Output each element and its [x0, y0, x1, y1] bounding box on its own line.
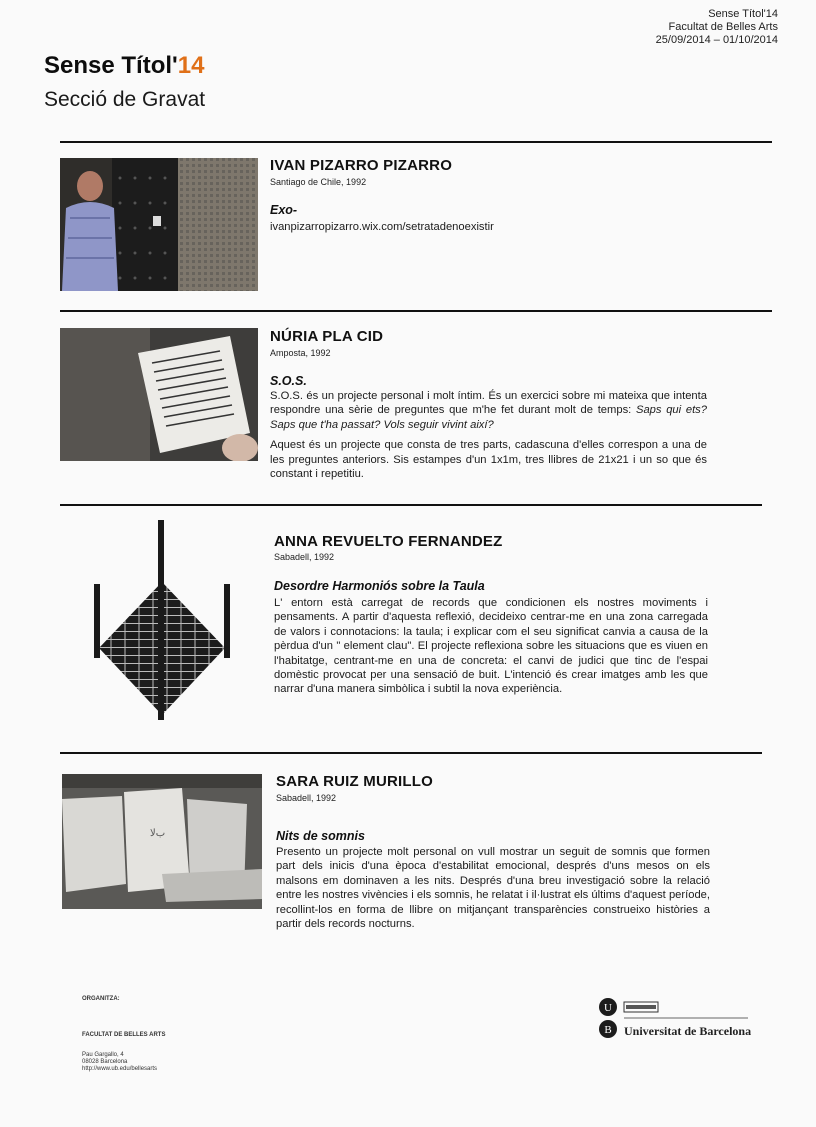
organizer-website: http://www.ub.edu/bellesarts [82, 1066, 158, 1072]
artist-website: ivanpizarropizarro.wix.com/setratadenoexistir [270, 221, 494, 233]
artist-description: L' entorn està carregat de records que condicionen els nostres moviments i pensaments. A partir d'aquesta reflexió, decideixo centrar-me en una zona carregada de valors i connotacions: la taula; i explicar com el seu significat canvia a causa de la pèrdua d'un " element clau". El projecte reflexiona sobre les situacions que es viuen en l'habitatge, centrant-me en una de concreta: el canvi de judici que tinc de l'espai domèstic provocat per una sensació de buit. L'intenció és crear imatges amb les que narrar d'una manera simbòlica i subtil la nova experiència. [274, 597, 708, 696]
logo-letter-u: U [604, 1002, 612, 1014]
organizer-faculty: FACULTAT DE BELLES ARTS [82, 1032, 166, 1038]
artist-origin: Sabadell, 1992 [274, 552, 335, 562]
event-dates: 25/09/2014 – 01/10/2014 [655, 34, 778, 46]
svg-text:ﺏﻻ: ﺏﻻ [150, 828, 166, 839]
logo-letter-b: B [604, 1024, 612, 1036]
organizer-label: ORGANITZA: [82, 996, 120, 1002]
work-title: Desordre Harmoniós sobre la Taula [274, 579, 485, 593]
page-title [44, 52, 204, 80]
artist-origin: Sabadell, 1992 [276, 793, 337, 803]
address-city: 08028 Barcelona [82, 1059, 128, 1065]
event-info [656, 8, 778, 47]
artist-description [270, 389, 707, 481]
artist-description: Presento un projecte molt personal on vull mostrar un seguit de somnis que formen part dels inicis d'una època d'estabilitat emocional, després d'uns mesos on els malsons em dominaven a les nits. Després d'una breu investigació sobre la relació entre les nostres vivències i els somnis, he relatat i il·lustrat els últims d'aquest període, recollint-los en forma de llibre on mitjançant transparències construeixo històries a partir dels records nocturns. [276, 846, 710, 931]
work-title: Nits de somnis [276, 829, 365, 843]
section-divider [60, 141, 772, 143]
artist-photo-nuria [60, 328, 258, 461]
work-title: Exo- [270, 203, 298, 217]
description-paragraph: Aquest és un projecte que consta de tres parts, cadascuna d'elles correspon a una de les preguntes anteriors. Sis estampes d'un 1x1m, tres llibres de 21x21 i un so que és constant i repetitiu. [270, 439, 707, 481]
section-divider [60, 504, 762, 506]
university-name: Universitat de Barcelona [624, 1024, 752, 1038]
section-divider [60, 310, 772, 312]
section-divider [60, 752, 762, 754]
event-name: Sense Títol'14 [708, 8, 778, 20]
work-title: S.O.S. [270, 374, 307, 388]
page-title-year: 14 [177, 52, 205, 79]
artist-name: IVAN PIZARRO PIZARRO [270, 157, 453, 174]
page-title-main: Sense Títol' [44, 52, 178, 79]
page-subtitle: Secció de Gravat [44, 88, 206, 111]
artist-photo-sara [62, 774, 262, 909]
event-faculty: Facultat de Belles Arts [668, 21, 778, 33]
artist-name: ANNA REVUELTO FERNANDEZ [274, 533, 503, 550]
address-street: Pau Gargallo, 4 [82, 1052, 124, 1058]
description-questions: Saps qui ets? Saps que t'ha passat? Vols seguir vivint així? [270, 404, 707, 431]
organizer-address [82, 1052, 157, 1073]
artist-photo-ivan [60, 158, 258, 291]
artist-origin: Santiago de Chile, 1992 [270, 177, 367, 187]
artist-name: SARA RUIZ MURILLO [276, 773, 433, 790]
artist-name: NÚRIA PLA CID [270, 328, 384, 345]
description-paragraph [270, 389, 707, 432]
artist-artwork-anna [90, 520, 240, 725]
artist-origin: Amposta, 1992 [270, 348, 331, 358]
description-text: S.O.S. és un projecte personal i molt íntim. És un exercici sobre mi mateixa que intenta respondre una sèrie de preguntes que m'he fet durant molt de temps: [270, 390, 707, 417]
